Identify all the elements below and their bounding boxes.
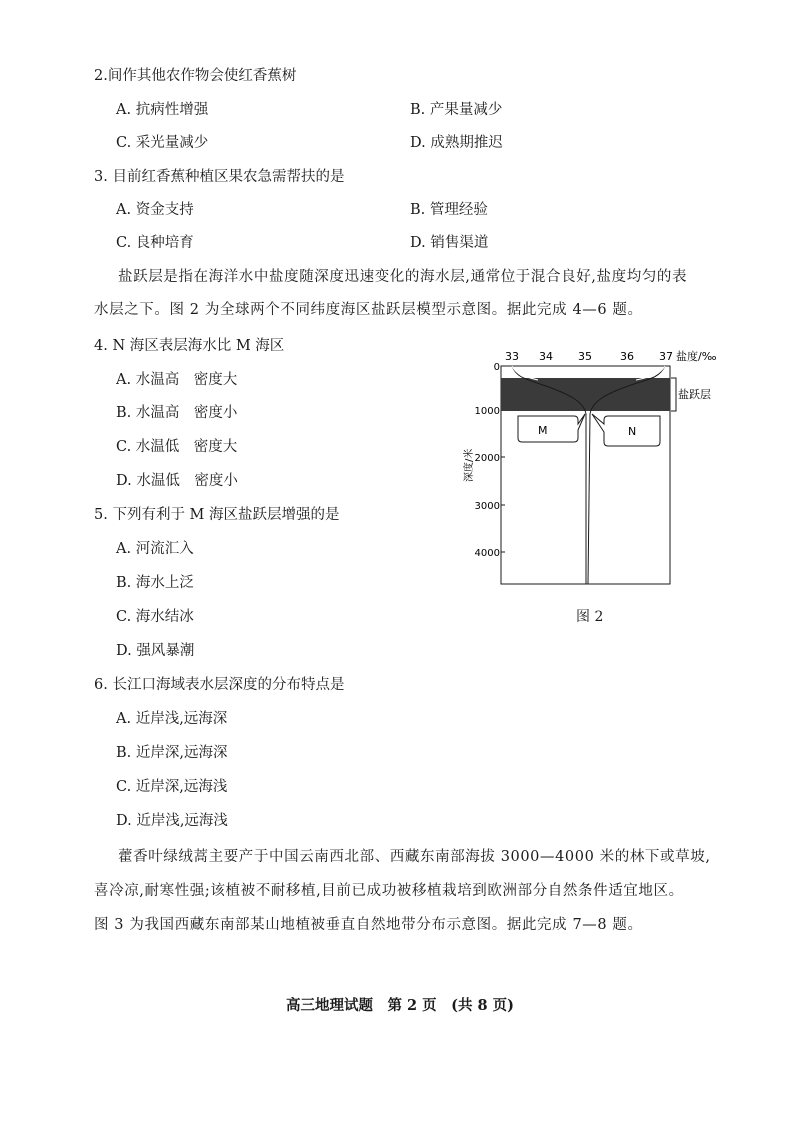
y-tick-4000: 4000 [474, 548, 500, 559]
question-6-option-a: A. 近岸浅,远海深 [116, 711, 228, 727]
callout-m [518, 414, 585, 442]
passage-1-line-1: 盐跃层是指在海洋水中盐度随深度迅速变化的海水层,通常位于混合良好,盐度均匀的表 [118, 269, 688, 285]
y-tick-3000: 3000 [474, 501, 500, 512]
salinity-diagram [460, 342, 760, 592]
halocline-bracket [671, 378, 676, 411]
passage-2-line-1: 藿香叶绿绒蒿主要产于中国云南西北部、西藏东南部海拔 3000—4000 米的林下或草坡, [118, 849, 711, 865]
question-2-option-a: A. 抗病性增强 [116, 102, 209, 118]
question-3-option-c: C. 良种培育 [116, 235, 194, 251]
x-tick-33: 33 [505, 350, 519, 363]
passage-2-line-3: 图 3 为我国西藏东南部某山地植被垂直自然地带分布示意图。据此完成 7—8 题。 [94, 917, 643, 933]
x-tick-37: 37 [659, 350, 673, 363]
question-4-option-c: C. 水温低 密度大 [116, 439, 238, 455]
label-m: M [538, 424, 548, 437]
question-4-option-b: B. 水温高 密度小 [116, 405, 238, 421]
figure-caption: 图 2 [576, 609, 604, 625]
question-5-stem: 5. 下列有利于 M 海区盐跃层增强的是 [94, 507, 340, 523]
halocline-label: 盐跃层 [678, 388, 711, 401]
question-5-option-b: B. 海水上泛 [116, 575, 194, 591]
question-6-stem: 6. 长江口海域表水层深度的分布特点是 [94, 677, 345, 693]
y-axis-label: 深度/米 [464, 448, 475, 482]
x-tick-36: 36 [620, 350, 634, 363]
question-3-option-b: B. 管理经验 [410, 202, 488, 218]
question-5-option-d: D. 强风暴潮 [116, 643, 195, 659]
question-4-option-d: D. 水温低 密度小 [116, 473, 238, 489]
halocline-band [501, 378, 670, 411]
question-2-stem: 2.间作其他农作物会使红香蕉树 [94, 68, 297, 84]
x-unit-label: 盐度/‰ [676, 350, 717, 363]
x-tick-34: 34 [539, 350, 553, 363]
x-tick-35: 35 [578, 350, 592, 363]
callout-n [592, 414, 660, 446]
question-4-option-a: A. 水温高 密度大 [116, 372, 238, 388]
page-footer: 高三地理试题 第 2 页 (共 8 页) [285, 997, 515, 1014]
question-6-option-b: B. 近岸深,远海深 [116, 745, 228, 761]
passage-1-line-2: 水层之下。图 2 为全球两个不同纬度海区盐跃层模型示意图。据此完成 4—6 题。 [94, 302, 643, 318]
curve-n-surface [636, 366, 665, 380]
question-4-stem: 4. N 海区表层海水比 M 海区 [94, 338, 285, 354]
passage-2-line-2: 喜冷凉,耐寒性强;该植被不耐移植,目前已成功被移植栽培到欧洲部分自然条件适宜地区。 [94, 883, 684, 899]
question-3-option-a: A. 资金支持 [116, 202, 194, 218]
y-tick-1000: 1000 [474, 406, 500, 417]
question-2-option-c: C. 采光量减少 [116, 135, 209, 151]
y-tick-0: 0 [493, 362, 500, 373]
question-3-option-d: D. 销售渠道 [410, 235, 489, 251]
question-6-option-d: D. 近岸浅,远海浅 [116, 813, 228, 829]
label-n: N [628, 425, 637, 438]
y-tick-2000: 2000 [474, 453, 500, 464]
salinity-figure [460, 342, 760, 642]
question-5-option-c: C. 海水结冰 [116, 609, 194, 625]
question-2-option-d: D. 成熟期推迟 [410, 135, 503, 151]
question-6-option-c: C. 近岸深,远海浅 [116, 779, 228, 795]
question-3-stem: 3. 目前红香蕉种植区果农急需帮扶的是 [94, 169, 345, 185]
question-5-option-a: A. 河流汇入 [116, 541, 194, 557]
question-2-option-b: B. 产果量减少 [410, 102, 503, 118]
